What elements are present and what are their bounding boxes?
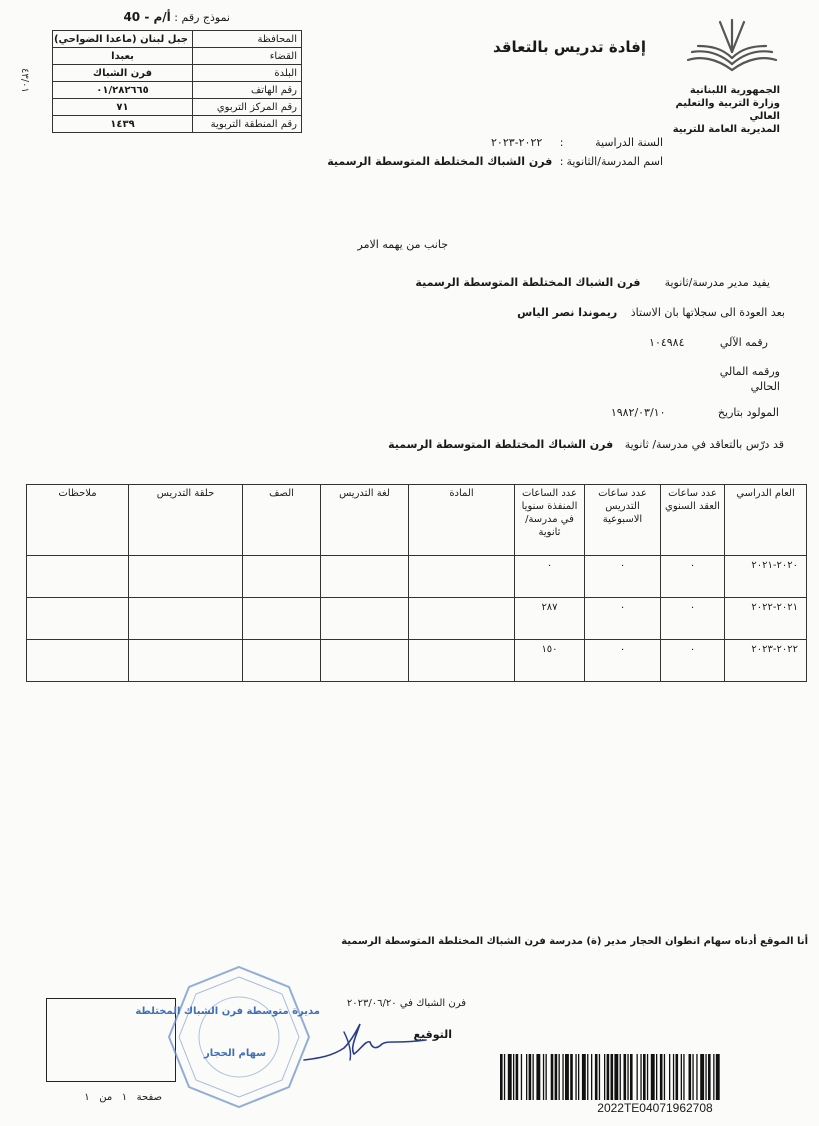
info-row (53, 82, 302, 99)
table-row (27, 598, 807, 640)
info-value: فرن الشباك (53, 65, 193, 82)
informs-line (415, 276, 770, 289)
subject-cell (409, 556, 515, 598)
cycle-cell (129, 640, 243, 682)
birth-date-label: المولود بتاريخ (717, 406, 779, 419)
weekly-hours-cell: ٠ (585, 598, 661, 640)
info-value: ٠١/٢٨٢٦٦٥ (53, 82, 193, 99)
informs-label: يفيد مدير مدرسة/ثانوية (664, 276, 770, 289)
signature-scribble-icon (300, 1018, 430, 1068)
table-row (27, 640, 807, 682)
stamp-text-2: سهام الحجار (203, 1048, 267, 1059)
salutation: جانب من يهمه الامر (357, 238, 448, 251)
weekly-hours-cell: ٠ (585, 556, 661, 598)
column-header: عدد الساعات المنفذة سنويا في مدرسة/ثانوية (515, 485, 585, 556)
school-name-label: اسم المدرسة/الثانوية (566, 155, 663, 168)
info-label: رقم المنطقة التربوية (193, 116, 302, 133)
column-header: العام الدراسي (725, 485, 807, 556)
info-row (53, 99, 302, 116)
records-label: بعد العودة الى سجلاتها بان الاستاذ (630, 306, 785, 319)
financial-number-label (700, 364, 780, 394)
taught-line (388, 438, 784, 451)
academic-year-line (480, 136, 663, 149)
info-label: رقم الهاتف (193, 82, 302, 99)
year-cell: ٢٠٢١-٢٠٢٢ (725, 598, 807, 640)
document-title: إفادة تدريس بالتعاقد (493, 38, 646, 56)
table-header-row (27, 485, 807, 556)
auto-number-line (600, 336, 768, 349)
info-row (53, 116, 302, 133)
stamp-text-1: مديرة متوسطة فرن الشباك المختلطة (135, 1006, 320, 1017)
birth-date-value: ١٩٨٢/٠٣/١٠ (610, 406, 666, 419)
info-row (53, 65, 302, 82)
info-value: ١٤٣٩ (53, 116, 193, 133)
class-cell (243, 556, 321, 598)
year-cell: ٢٠٢٢-٢٠٢٣ (725, 640, 807, 682)
colon: : (559, 155, 564, 168)
notes-cell (27, 556, 129, 598)
form-model-number: أ/م - 40 (123, 10, 171, 24)
place-date: فرن الشباك في ٢٠٢٣/٠٦/٢٠ (346, 998, 466, 1009)
ministry-line: الجمهورية اللبنانية (689, 85, 780, 96)
ministry-logo-icon (686, 18, 778, 76)
ministry-line: وزارة التربية والتعليم العالي (675, 98, 780, 122)
school-stamp-icon (165, 963, 313, 1111)
annual-hours-cell: ٠ (661, 640, 725, 682)
info-label: رقم المركز التربوي (193, 99, 302, 116)
barcode-icon (500, 1054, 805, 1100)
executed-hours-cell: ٠ (515, 556, 585, 598)
records-line (517, 306, 785, 319)
auto-number-label: رقمه الآلي (719, 336, 768, 349)
language-cell (321, 640, 409, 682)
notes-cell (27, 640, 129, 682)
barcode-text: 2022TE04071962708 (597, 1101, 713, 1115)
form-number: نموذج رقم : أ/م - 40 (123, 10, 230, 24)
weekly-hours-cell: ٠ (585, 640, 661, 682)
info-label: البلدة (193, 65, 302, 82)
info-value: بعبدا (53, 48, 193, 65)
birth-date-line (570, 406, 779, 419)
taught-school: فرن الشباك المختلطة المتوسطة الرسمية (388, 438, 614, 451)
year-cell: ٢٠٢٠-٢٠٢١ (725, 556, 807, 598)
cycle-cell (129, 556, 243, 598)
column-header: ملاحظات (27, 485, 129, 556)
school-info-table (52, 30, 302, 133)
teacher-name: ريموندا نصر الياس (517, 306, 618, 319)
side-mark: ٤٣/٠١ (19, 68, 30, 93)
info-row (53, 31, 302, 48)
school-name-line (327, 155, 663, 168)
column-header: الصف (243, 485, 321, 556)
table-row (27, 556, 807, 598)
column-header: عدد ساعات العقد السنوي (661, 485, 725, 556)
school-name-value: فرن الشباك المختلطة المتوسطة الرسمية (327, 155, 553, 168)
info-label: المحافظة (193, 31, 302, 48)
info-label: القضاء (193, 48, 302, 65)
column-header: عدد ساعات التدريس الاسبوعية (585, 485, 661, 556)
class-cell (243, 598, 321, 640)
info-value: ٧١ (53, 99, 193, 116)
academic-year-value: ٢٠٢٢-٢٠٢٣ (491, 136, 543, 149)
academic-year-label: السنة الدراسية (595, 136, 663, 149)
informs-school: فرن الشباك المختلطة المتوسطة الرسمية (415, 276, 641, 289)
cycle-cell (129, 598, 243, 640)
notes-cell (27, 598, 129, 640)
colon: : (559, 136, 564, 149)
ministry-header (672, 84, 780, 136)
form-model-label: نموذج رقم (181, 11, 230, 24)
class-cell (243, 640, 321, 682)
column-header: لغة التدريس (321, 485, 409, 556)
declaration-text: أنا الموقع أدناه سهام انطوان الحجار مدير (ة) مدرسة فرن الشباك المختلطة المتوسطة الرسمية (341, 936, 808, 947)
annual-hours-cell: ٠ (661, 598, 725, 640)
executed-hours-cell: ١٥٠ (515, 640, 585, 682)
language-cell (321, 556, 409, 598)
info-row (53, 48, 302, 65)
auto-number-value: ١٠٤٩٨٤ (649, 336, 685, 349)
teaching-hours-table (26, 484, 807, 682)
column-header: المادة (409, 485, 515, 556)
language-cell (321, 598, 409, 640)
subject-cell (409, 640, 515, 682)
ministry-line: المديرية العامة للتربية (672, 124, 780, 135)
financial-label-line: ورقمه المالي (719, 365, 780, 378)
annual-hours-cell: ٠ (661, 556, 725, 598)
signature-label: التوقيع (413, 1028, 452, 1041)
subject-cell (409, 598, 515, 640)
taught-label: قد درّس بالتعاقد في مدرسة/ ثانوية (624, 438, 784, 451)
info-value: جبل لبنان (ماعدا الضواحي) (53, 31, 193, 48)
column-header: حلقة التدريس (129, 485, 243, 556)
executed-hours-cell: ٢٨٧ (515, 598, 585, 640)
financial-label-line: الحالي (750, 380, 780, 393)
page-info: صفحة ١ من ١ (84, 1092, 162, 1103)
